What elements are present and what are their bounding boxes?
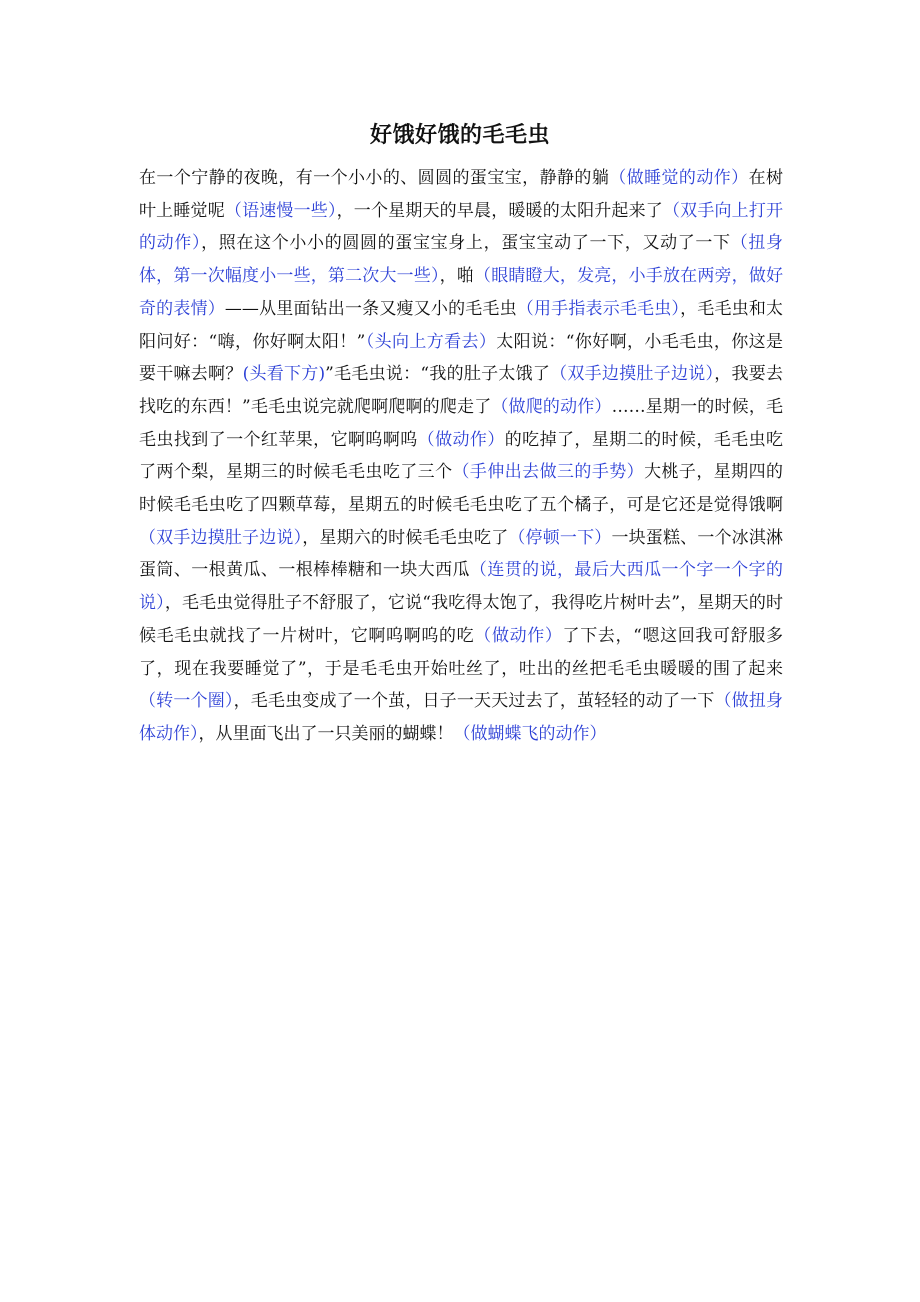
narration-text: 一块蛋糕、一个冰淇淋蛋筒、一根黄瓜、一根棒棒糖和一块大西瓜 [139,527,784,581]
narration-text: ，毛毛虫和太阳问好：“嗨，你好啊太阳！” [139,298,784,352]
stage-direction: （做动作） [474,625,563,646]
narration-text: ，从里面飞出了一只美丽的蝴蝶！ [198,723,454,744]
narration-text: ，照在这个小小的圆圆的蛋宝宝身上，蛋宝宝动了一下，又动了一下 [201,233,731,254]
stage-direction: （眼睛瞪大，发亮，小手放在两旁，做好奇的表情） [139,266,784,319]
narration-text: ”毛毛虫说：“我的肚子太饿了 [325,364,551,385]
narration-text: 大桃子，星期四的时候毛毛虫吃了四颗草莓，星期五的时候毛毛虫吃了五个橘子，可是它还是觉得饿啊 [139,462,784,516]
stage-direction: （双手边摸肚子边说） [139,527,303,548]
stage-direction: （双手向上打开的动作） [139,200,784,254]
narration-text: 太阳说：“你好啊，小毛毛虫，你这是要干嘛去啊？ [139,331,783,385]
narration-text: 了下去，“嗯这回我可舒服多了，现在我要睡觉了”，于是毛毛虫开始吐丝了，吐出的丝把毛毛虫暖暖的围了起来 [139,625,784,679]
narration-text: ，一个星期天的早晨，暖暖的太阳升起来了 [336,200,663,221]
stage-direction: （双手边摸肚子边说） [550,364,715,385]
stage-direction: （连贯的说，最后大西瓜一个字一个字的说） [139,560,784,614]
narration-text: ，毛毛虫觉得肚子不舒服了，它说“我吃得太饱了，我得吃片树叶去”，星期天的时候毛毛虫就找了一片树叶，它啊呜啊呜的吃 [139,593,783,646]
stage-direction: （语速慢一些） [224,200,337,221]
stage-direction: （转一个圈） [139,691,234,712]
narration-text: 在树叶上睡觉呢 [139,168,784,221]
stage-direction: （停顿一下） [508,527,612,548]
stage-direction: （头向上方看去） [365,331,497,352]
narration-text: ，毛毛虫变成了一个茧，日子一天天过去了，茧轻轻的动了一下 [233,691,715,712]
stage-direction: （做睡觉的动作） [609,168,749,188]
stage-direction: （做蝴蝶飞的动作） [453,723,607,744]
stage-direction: (头看下方) [242,364,326,385]
narration-text: ，啪 [439,266,475,287]
stage-direction: （手伸出去做三的手势） [452,462,645,483]
stage-direction: （做爬的动作） [491,396,612,417]
narration-text: 的吃掉了，星期二的时候，毛毛虫吃了两个梨，星期三的时候毛毛虫吃了三个 [139,429,784,483]
narration-text: ，星期六的时候毛毛虫吃了 [302,527,509,548]
stage-direction: （用手指表示毛毛虫） [516,298,681,319]
narration-text: ……星期一的时候，毛毛虫找到了一个红苹果，它啊呜啊呜 [139,396,784,450]
story-paragraph [139,162,783,751]
narration-text: ——从里面钻出一条又瘦又小的毛毛虫 [224,298,517,319]
stage-direction: （做动作） [417,429,505,450]
narration-text: 在一个宁静的夜晚，有一个小小的、圆圆的蛋宝宝，静静的躺 [139,168,610,188]
stage-direction: （做扭身体动作） [139,691,784,744]
narration-text: ，我要去找吃的东西！”毛毛虫说完就爬啊爬啊的爬走了 [139,364,784,417]
stage-direction: （扭身体，第一次幅度小一些，第二次大一些） [139,233,784,287]
document-title: 好饿好饿的毛毛虫 [369,122,550,148]
